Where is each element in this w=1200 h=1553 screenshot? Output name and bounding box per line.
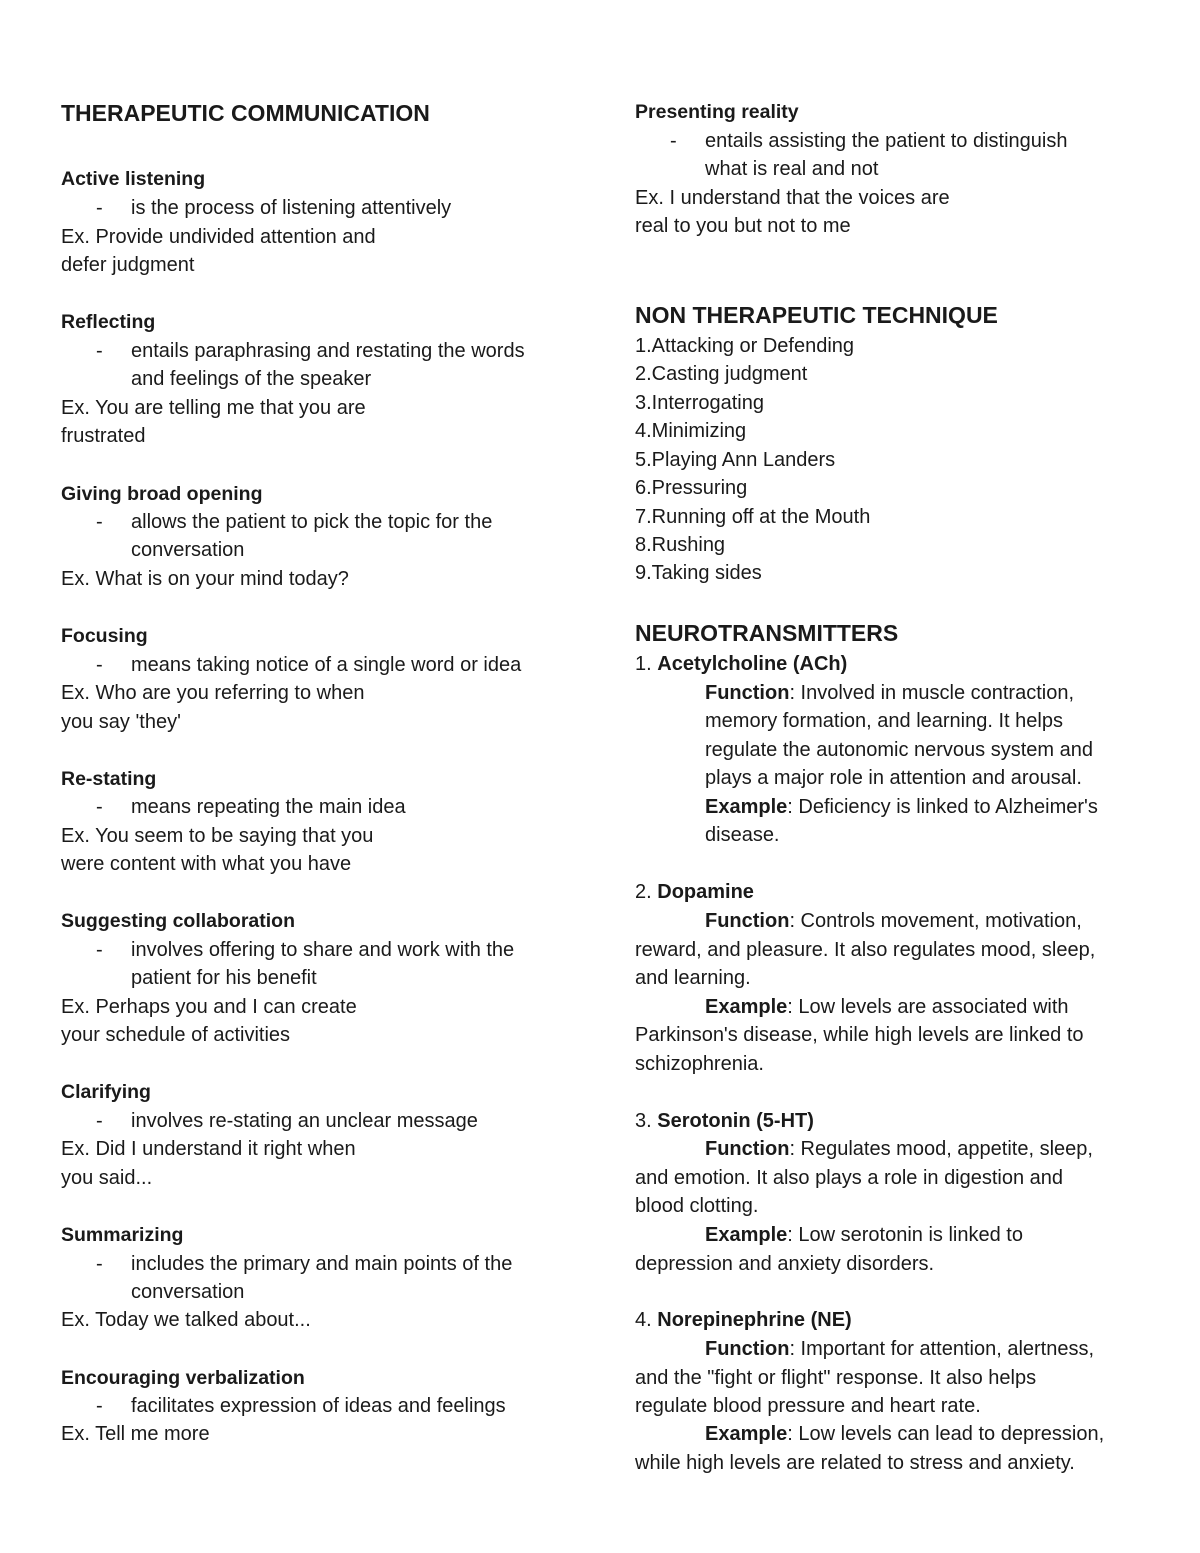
example-line: Example: Low serotonin is linked to — [705, 1224, 1023, 1246]
non-therapeutic-item: 8.Rushing — [635, 534, 726, 556]
non-therapeutic-item: 2.Casting judgment — [635, 363, 808, 385]
function-line: blood clotting. — [635, 1195, 759, 1217]
function-line: memory formation, and learning. It helps — [705, 710, 1063, 732]
example-line: Example: Deficiency is linked to Alzheimer's — [705, 796, 1098, 818]
function-line: Function: Regulates mood, appetite, sleep, — [705, 1138, 1093, 1160]
neurotransmitter-heading: 2. Dopamine — [635, 881, 754, 903]
example-clarifying-1: Ex. Did I understand it right when — [61, 1138, 356, 1160]
non-therapeutic-item: 5.Playing Ann Landers — [635, 449, 836, 471]
example-line: Parkinson's disease, while high levels are linked to — [635, 1024, 1084, 1046]
example-focusing-2: you say 'they' — [61, 711, 181, 733]
example-reflecting-1: Ex. You are telling me that you are — [61, 397, 366, 419]
example-line: depression and anxiety disorders. — [635, 1253, 935, 1275]
example-focusing-1: Ex. Who are you referring to when — [61, 682, 365, 704]
example-line: disease. — [705, 824, 780, 846]
non-therapeutic-item: 4.Minimizing — [635, 420, 747, 442]
example-active-listening-1: Ex. Provide undivided attention and — [61, 226, 376, 248]
example-clarifying-2: you said... — [61, 1167, 153, 1189]
desc-summarizing-cont: conversation — [131, 1281, 245, 1303]
non-therapeutic-item: 7.Running off at the Mouth — [635, 506, 871, 528]
example-presenting-reality-1: Ex. I understand that the voices are — [635, 187, 950, 209]
term-presenting-reality: Presenting reality — [635, 101, 799, 123]
example-re-stating-2: were content with what you have — [61, 853, 352, 875]
example-suggesting-collaboration-1: Ex. Perhaps you and I can create — [61, 996, 357, 1018]
function-line: Function: Involved in muscle contraction, — [705, 682, 1075, 704]
example-summarizing: Ex. Today we talked about... — [61, 1309, 311, 1331]
example-line: Example: Low levels can lead to depression, — [705, 1423, 1105, 1445]
example-active-listening-2: defer judgment — [61, 254, 195, 276]
term-summarizing: Summarizing — [61, 1224, 184, 1246]
non-therapeutic-title: NON THERAPEUTIC TECHNIQUE — [635, 302, 998, 328]
neurotransmitter-heading: 1. Acetylcholine (ACh) — [635, 653, 848, 675]
function-line: Function: Important for attention, alertness, — [705, 1338, 1095, 1360]
term-clarifying: Clarifying — [61, 1081, 151, 1103]
function-line: and emotion. It also plays a role in digestion and — [635, 1167, 1064, 1189]
term-active-listening: Active listening — [61, 168, 206, 190]
term-encouraging-verbalization: Encouraging verbalization — [61, 1367, 305, 1389]
non-therapeutic-item: 3.Interrogating — [635, 392, 764, 414]
example-presenting-reality-2: real to you but not to me — [635, 215, 851, 237]
example-giving-broad-opening: Ex. What is on your mind today? — [61, 568, 349, 590]
example-re-stating-1: Ex. You seem to be saying that you — [61, 825, 374, 847]
desc-reflecting-cont: and feelings of the speaker — [131, 368, 372, 390]
non-therapeutic-item: 1.Attacking or Defending — [635, 335, 855, 357]
neurotransmitter-heading: 4. Norepinephrine (NE) — [635, 1309, 852, 1331]
term-focusing: Focusing — [61, 625, 148, 647]
function-line: regulate the autonomic nervous system and — [705, 739, 1093, 761]
desc-giving-broad-opening-cont: conversation — [131, 539, 245, 561]
desc-presenting-reality-cont: what is real and not — [705, 158, 879, 180]
example-reflecting-2: frustrated — [61, 425, 146, 447]
example-encouraging-verbalization: Ex. Tell me more — [61, 1423, 210, 1445]
term-reflecting: Reflecting — [61, 311, 156, 333]
function-line: and the "fight or flight" response. It also helps — [635, 1367, 1037, 1389]
example-line: Example: Low levels are associated with — [705, 996, 1069, 1018]
term-re-stating: Re-stating — [61, 768, 157, 790]
function-line: Function: Controls movement, motivation, — [705, 910, 1082, 932]
desc-suggesting-collaboration-cont: patient for his benefit — [131, 967, 317, 989]
term-suggesting-collaboration: Suggesting collaboration — [61, 910, 296, 932]
non-therapeutic-item: 6.Pressuring — [635, 477, 748, 499]
neurotransmitters-title: NEUROTRANSMITTERS — [635, 620, 899, 646]
example-suggesting-collaboration-2: your schedule of activities — [61, 1024, 291, 1046]
term-giving-broad-opening: Giving broad opening — [61, 483, 263, 505]
example-line: schizophrenia. — [635, 1053, 764, 1075]
function-line: reward, and pleasure. It also regulates mood, sleep, — [635, 939, 1096, 961]
non-therapeutic-item: 9.Taking sides — [635, 562, 762, 584]
function-line: plays a major role in attention and arousal. — [705, 767, 1082, 789]
function-line: and learning. — [635, 967, 751, 989]
therapeutic-communication-title: THERAPEUTIC COMMUNICATION — [61, 100, 430, 126]
neurotransmitter-heading: 3. Serotonin (5-HT) — [635, 1110, 814, 1132]
function-line: regulate blood pressure and heart rate. — [635, 1395, 981, 1417]
example-line: while high levels are related to stress and anxiety. — [635, 1452, 1075, 1474]
